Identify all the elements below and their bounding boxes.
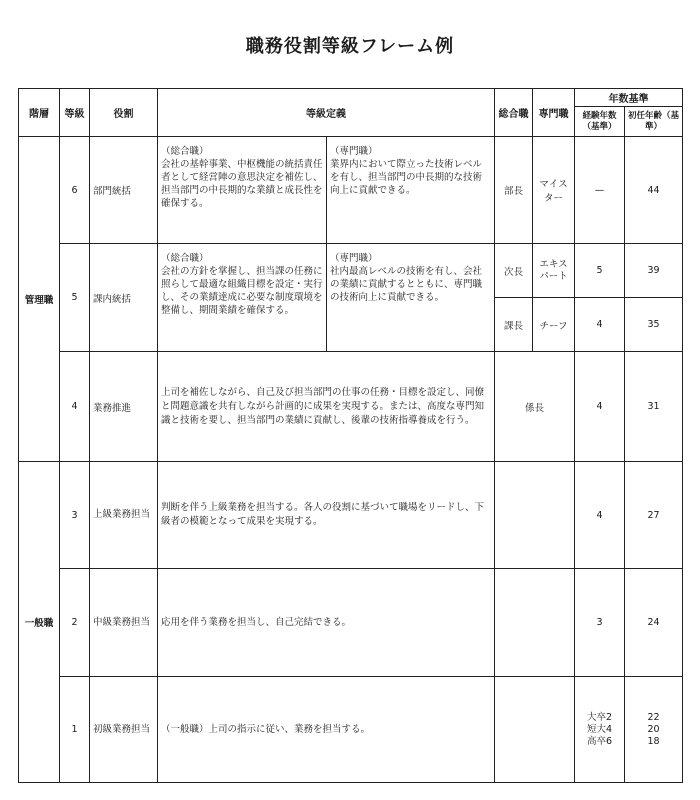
header-initial-age: 初任年齢（基準） [625, 107, 683, 137]
definition-specialist: （専門職） 社内最高レベルの技術を有し、会社の業績に貢献するとともに、専門職の技術向上に貢献できる。 [327, 244, 495, 352]
role-cell: 課内統括 [90, 244, 158, 352]
definition-cell: 判断を伴う上級業務を担当する。各人の役割に基づいて職場をリードし、下級者の模範となって成果を実現する。 [158, 462, 495, 569]
position-title [495, 462, 575, 569]
initial-age: 31 [625, 352, 683, 462]
table-row-grade-1 [19, 677, 683, 783]
header-definition: 等級定義 [158, 89, 495, 137]
position-title [495, 677, 575, 783]
definition-cell: 応用を伴う業務を担当し、自己完結できる。 [158, 569, 495, 677]
position-title: 係長 [495, 352, 575, 462]
grade-cell: 6 [60, 137, 90, 244]
role-cell: 業務推進 [90, 352, 158, 462]
tier-management: 管理職 [19, 137, 60, 462]
grade-cell: 3 [60, 462, 90, 569]
special-title: エキスパート [533, 244, 575, 298]
grade-cell: 5 [60, 244, 90, 352]
experience-years: — [575, 137, 625, 244]
grade-cell: 4 [60, 352, 90, 462]
experience-years: 4 [575, 462, 625, 569]
experience-junior-college: 短大4 [586, 723, 613, 735]
header-experience-years: 経験年数（基準） [575, 107, 625, 137]
grade-frame-table [18, 88, 683, 783]
initial-age [625, 677, 683, 783]
role-cell: 部門統括 [90, 137, 158, 244]
position-title [495, 569, 575, 677]
table-row-grade-2 [19, 569, 683, 677]
experience-high-school: 高卒6 [586, 735, 613, 747]
definition-general: （総合職） 会社の方針を掌握し、担当課の任務に照らして最適な組織目標を設定・実行し、その業績達成に必要な制度環境を整備し、期間業績を確保する。 [158, 244, 327, 352]
initial-age: 39 [625, 244, 683, 298]
table-row-grade-6 [19, 137, 683, 244]
experience-years: 3 [575, 569, 625, 677]
special-title: マイスター [533, 137, 575, 244]
role-cell: 中級業務担当 [90, 569, 158, 677]
table-row-grade-3 [19, 462, 683, 569]
header-years-group: 年数基準 [575, 89, 683, 107]
header-tier: 階層 [19, 89, 60, 137]
grade-cell: 2 [60, 569, 90, 677]
experience-years: 4 [575, 352, 625, 462]
header-grade: 等級 [60, 89, 90, 137]
general-title: 課長 [495, 298, 533, 352]
initial-age: 24 [625, 569, 683, 677]
page-title: 職務役割等級フレーム例 [245, 36, 455, 57]
role-cell: 初級業務担当 [90, 677, 158, 783]
experience-university: 大卒2 [586, 711, 613, 723]
experience-years: 4 [575, 298, 625, 352]
initial-age: 44 [625, 137, 683, 244]
header-general: 総合職 [495, 89, 533, 137]
grade-cell: 1 [60, 677, 90, 783]
age-university: 22 [647, 711, 660, 723]
experience-years: 5 [575, 244, 625, 298]
general-title: 次長 [495, 244, 533, 298]
definition-cell: 上司を補佐しながら、自己及び担当部門の仕事の任務・目標を設定し、同僚と問題意識を共有しながら計画的に成果を実現する。または、高度な専門知識と技術を要し、担当部門の業績に貢献し、後輩の技術指導養成を行う。 [158, 352, 495, 462]
table-row-grade-5a [19, 244, 683, 298]
experience-years [575, 677, 625, 783]
initial-age: 27 [625, 462, 683, 569]
age-high-school: 18 [647, 735, 660, 747]
header-role: 役割 [90, 89, 158, 137]
definition-cell: （一般職）上司の指示に従い、業務を担当する。 [158, 677, 495, 783]
header-specialist: 専門職 [533, 89, 575, 137]
definition-specialist: （専門職） 業界内において際立った技術レベルを有し、担当部門の中長期的な技術向上に貢献できる。 [327, 137, 495, 244]
general-title: 部長 [495, 137, 533, 244]
table-row-grade-4 [19, 352, 683, 462]
tier-general-staff: 一般職 [19, 462, 60, 783]
age-junior-college: 20 [647, 723, 660, 735]
role-cell: 上級業務担当 [90, 462, 158, 569]
definition-general: （総合職） 会社の基幹事業、中枢機能の統括責任者として経営陣の意思決定を補佐し、担当部門の中長期的な業績と成長性を確保する。 [158, 137, 327, 244]
initial-age: 35 [625, 298, 683, 352]
header-row-1 [19, 89, 683, 107]
special-title: チーフ [533, 298, 575, 352]
